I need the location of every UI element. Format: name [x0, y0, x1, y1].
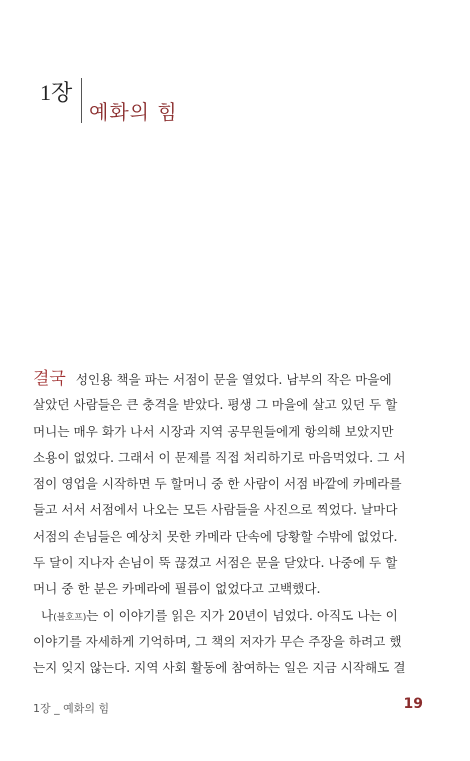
chapter-title: 예화의 힘 — [89, 100, 178, 124]
text-line: 는지 잊지 않는다. 지역 사회 활동에 참여하는 일은 지금 시작해도 결 — [33, 660, 406, 676]
text-line: 점이 영업을 시작하면 두 할머니 중 한 사람이 서점 바깥에 카메라를 — [33, 476, 402, 492]
body-text — [33, 366, 426, 682]
running-head: 1장 _ 예화의 힘 — [33, 702, 110, 715]
chapter-number: 1장 — [40, 80, 73, 105]
text-line: 들고 서서 서점에서 나오는 모든 사람들을 사진으로 찍었다. 날마다 — [33, 502, 398, 518]
text-line: 결국 성인용 책을 파는 서점이 문을 열었다. 남부의 작은 마을에 — [33, 369, 392, 389]
drop-word: 결국 — [33, 369, 66, 389]
page-number: 19 — [403, 696, 423, 712]
text-line: 머니는 매우 화가 나서 시장과 지역 공무원들에게 항의해 보았지만 — [33, 423, 394, 439]
text-line: 살았던 사람들은 큰 충격을 받았다. 평생 그 마을에 살고 있던 두 할 — [33, 397, 398, 413]
text-line: 소용이 없었다. 그래서 이 문제를 직접 처리하기로 마음먹었다. 그 서 — [33, 449, 406, 465]
text-line: 서점의 손님들은 예상치 못한 카메라 단속에 당황할 수밖에 없었다. — [33, 528, 398, 544]
chapter-divider — [81, 78, 82, 123]
text-line: 나(블호프)는 이 이야기를 읽은 지가 20년이 넘었다. 아직도 나는 이 — [41, 607, 398, 623]
text-line: 두 달이 지나자 손님이 뚝 끊겼고 서점은 문을 닫았다. 나중에 두 할 — [33, 555, 398, 571]
author-annotation: (블호프) — [53, 612, 87, 623]
text-line: 이야기를 자세하게 기억하며, 그 책의 저자가 무슨 주장을 하려고 했 — [33, 633, 402, 649]
text-line: 머니 중 한 분은 카메라에 필름이 없었다고 고백했다. — [33, 581, 321, 597]
